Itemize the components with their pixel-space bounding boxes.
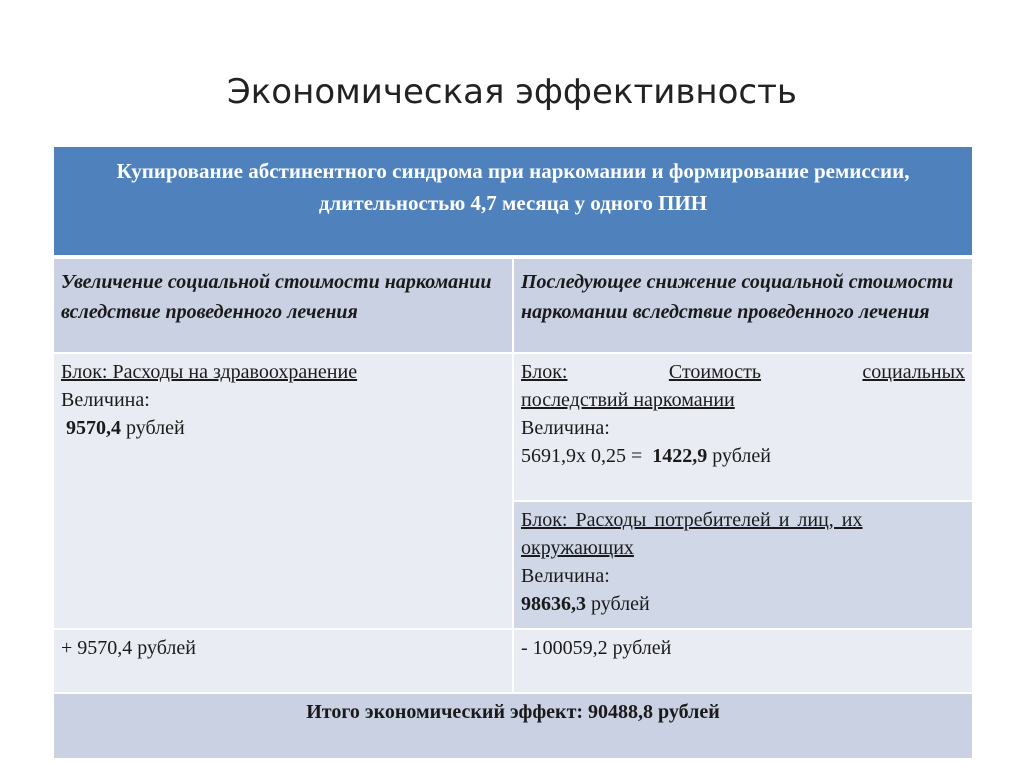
left-block-healthcare xyxy=(53,353,513,629)
left-block-value-line xyxy=(61,414,505,442)
col-right-title: Последующее снижение социальной стоимости наркомании вследствие проведенного лечения xyxy=(513,257,973,353)
right-block-social-consequences xyxy=(513,353,973,501)
economic-efficiency-table xyxy=(52,145,974,760)
blocks-row-1 xyxy=(53,353,973,501)
right-block1-unit: рублей xyxy=(712,445,771,467)
right-block1-label-w3: социальных xyxy=(862,361,965,383)
right-block-consumer-expenses xyxy=(513,501,973,629)
right-block2-label-line1: Блок: Расходы потребителей и лиц, их xyxy=(521,509,863,531)
column-titles-row xyxy=(53,257,973,353)
right-block2-size-label: Величина: xyxy=(521,565,610,587)
right-block1-size-label: Величина: xyxy=(521,417,610,439)
table-header: Купирование абстинентного синдрома при наркомании и формирование ремиссии, длительностью 4,7 месяца у одного ПИН xyxy=(53,146,973,257)
left-block-label: Блок: Расходы на здравоохранение xyxy=(61,361,358,383)
slide-title: Экономическая эффективность xyxy=(227,72,797,112)
left-sum: + 9570,4 рублей xyxy=(53,629,513,693)
right-sum: - 100059,2 рублей xyxy=(513,629,973,693)
left-block-unit: рублей xyxy=(126,417,185,439)
right-block1-label-line2: последствий наркомании xyxy=(521,389,735,411)
right-block1-label-line1 xyxy=(521,358,965,386)
right-block1-formula: 5691,9х 0,25 = xyxy=(521,445,643,467)
total-effect: Итого экономический эффект: 90488,8 рублей xyxy=(53,693,973,759)
left-block-value: 9570,4 xyxy=(66,417,121,439)
right-block1-label-w1: Блок: xyxy=(521,361,568,383)
right-block1-value: 1422,9 xyxy=(652,445,708,467)
right-block2-label-line2: окружающих xyxy=(521,537,634,559)
right-block2-unit: рублей xyxy=(591,593,650,615)
col-left-title: Увеличение социальной стоимости наркомании вследствие проведенного лечения xyxy=(53,257,513,353)
right-block1-label-w2: Стоимость xyxy=(668,361,762,383)
table-header-row xyxy=(53,146,973,257)
right-block1-value-line xyxy=(521,442,965,470)
left-block-size-label: Величина: xyxy=(61,389,150,411)
total-row xyxy=(53,693,973,759)
sums-row xyxy=(53,629,973,693)
right-block2-value-line xyxy=(521,590,965,618)
right-block2-value: 98636,3 xyxy=(521,593,586,615)
